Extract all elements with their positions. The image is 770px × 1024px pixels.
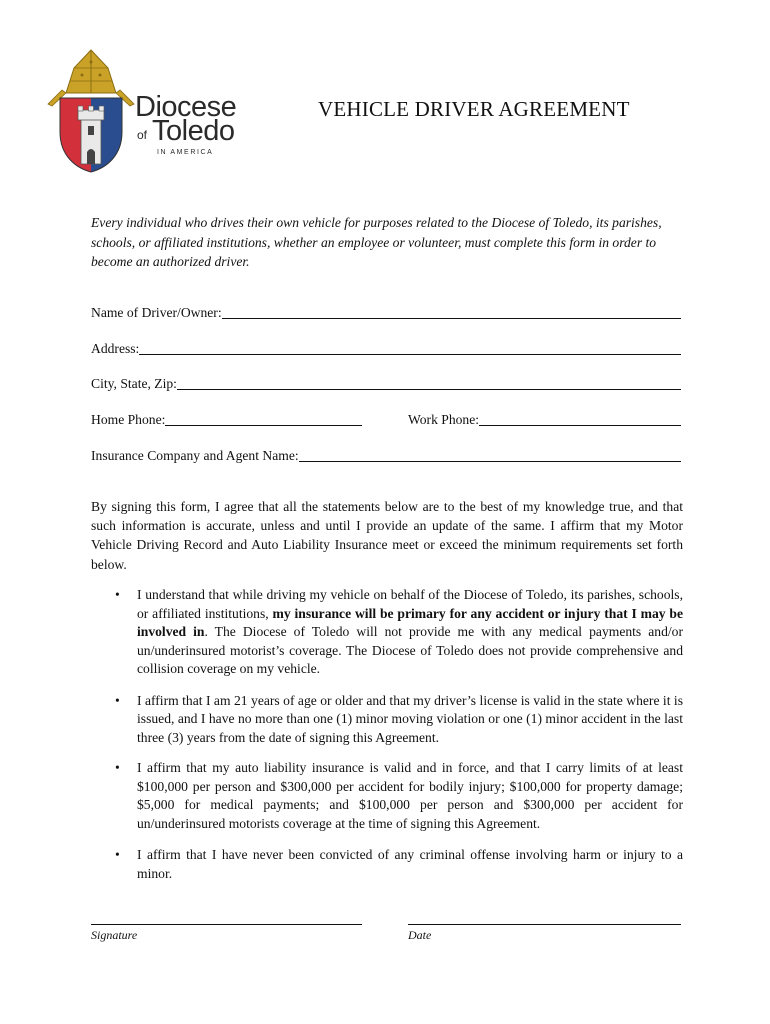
requirements-list [91, 586, 683, 883]
address-line[interactable] [139, 340, 681, 355]
home-phone-line[interactable] [165, 411, 362, 426]
home-phone-field[interactable] [91, 410, 362, 428]
insurance-line[interactable] [299, 447, 681, 462]
logo-of-text: of [137, 128, 148, 142]
bullet-marker: • [115, 692, 120, 708]
intro-paragraph: Every individual who drives their own vehicle for purposes related to the Diocese of Toledo, its parishes, schools, or affiliated institutions, whether an employee or volunteer, must complete this form in order to become an authorized driver. [91, 215, 662, 270]
coat-of-arms-icon [44, 48, 139, 178]
logo-america-text: IN AMERICA [157, 149, 214, 156]
work-phone-line[interactable] [479, 411, 681, 426]
city-state-zip-field[interactable] [91, 374, 681, 392]
city-state-zip-label: City, State, Zip: [91, 376, 177, 391]
bullet-marker: • [115, 847, 120, 862]
requirement-emphasis: my insurance will be primary for any accident or injury that I may be involved in [137, 605, 683, 639]
bullet-marker: • [115, 760, 120, 775]
insurance-field[interactable] [91, 446, 681, 464]
requirement-text: I affirm that I am 21 years of age or older and that my driver’s license is valid in the state where it is issued, and I have no more than one (1) minor moving violation or one (1) minor accident in the last three (3) years from the date of signing this Agreement. [137, 692, 683, 745]
home-phone-label: Home Phone: [91, 412, 166, 427]
driver-name-label: Name of Driver/Owner: [91, 305, 222, 320]
date-line[interactable] [408, 924, 681, 925]
bullet-marker: • [115, 587, 120, 602]
requirement-text: I understand that while driving my vehicle on behalf of the Diocese of Toledo, its parishes, schools, or affiliated institutions, [137, 587, 683, 621]
city-state-zip-line[interactable] [177, 375, 681, 390]
signature-line[interactable] [91, 924, 362, 925]
document-title: VEHICLE DRIVER AGREEMENT [318, 97, 630, 121]
signature-label: Signature [91, 928, 138, 942]
address-label: Address: [91, 341, 140, 356]
driver-name-line[interactable] [222, 304, 681, 319]
address-field[interactable] [91, 339, 681, 357]
date-label: Date [408, 928, 432, 942]
requirement-item-age-license [91, 692, 683, 748]
requirement-text: I affirm that my auto liability insurance is valid and in force, and that I carry limits of at least $100,000 per person and $300,000 per accident for bodily injury; $100,000 for property damage; $5,000 for medical payments; and $100,000 per person and $300,000 per accident for un/underinsured motorists coverage at the time of signing this Agreement. [137, 760, 683, 831]
work-phone-field[interactable] [408, 410, 681, 428]
requirement-text: . The Diocese of Toledo will not provide me with any medical payments and/or un/underinsured motorist’s coverage. The Diocese of Toledo does not provide comprehensive and collision coverage on my vehicle. [137, 624, 683, 676]
insurance-label: Insurance Company and Agent Name: [91, 448, 299, 463]
requirement-item-insurance-primary [91, 586, 683, 679]
logo-diocese-text: Diocese [135, 91, 237, 123]
agreement-statement: By signing this form, I agree that all the statements below are to the best of my knowledge true, and that such information is accurate, unless and until I provide an update of the same. I affirm that my Motor Vehicle Driving Record and Auto Liability Insurance meet or exceed the minimum requirements set forth below. [91, 499, 683, 572]
logo-toledo-text: Toledo [152, 115, 235, 147]
requirement-text: I affirm that I have never been convicted of any criminal offense involving harm or injury to a minor. [137, 847, 683, 881]
requirement-item-no-convictions [91, 846, 683, 883]
requirement-item-liability-limits [91, 759, 683, 833]
work-phone-label: Work Phone: [408, 412, 480, 427]
driver-name-field[interactable] [91, 303, 681, 321]
diocese-logo [44, 48, 237, 178]
